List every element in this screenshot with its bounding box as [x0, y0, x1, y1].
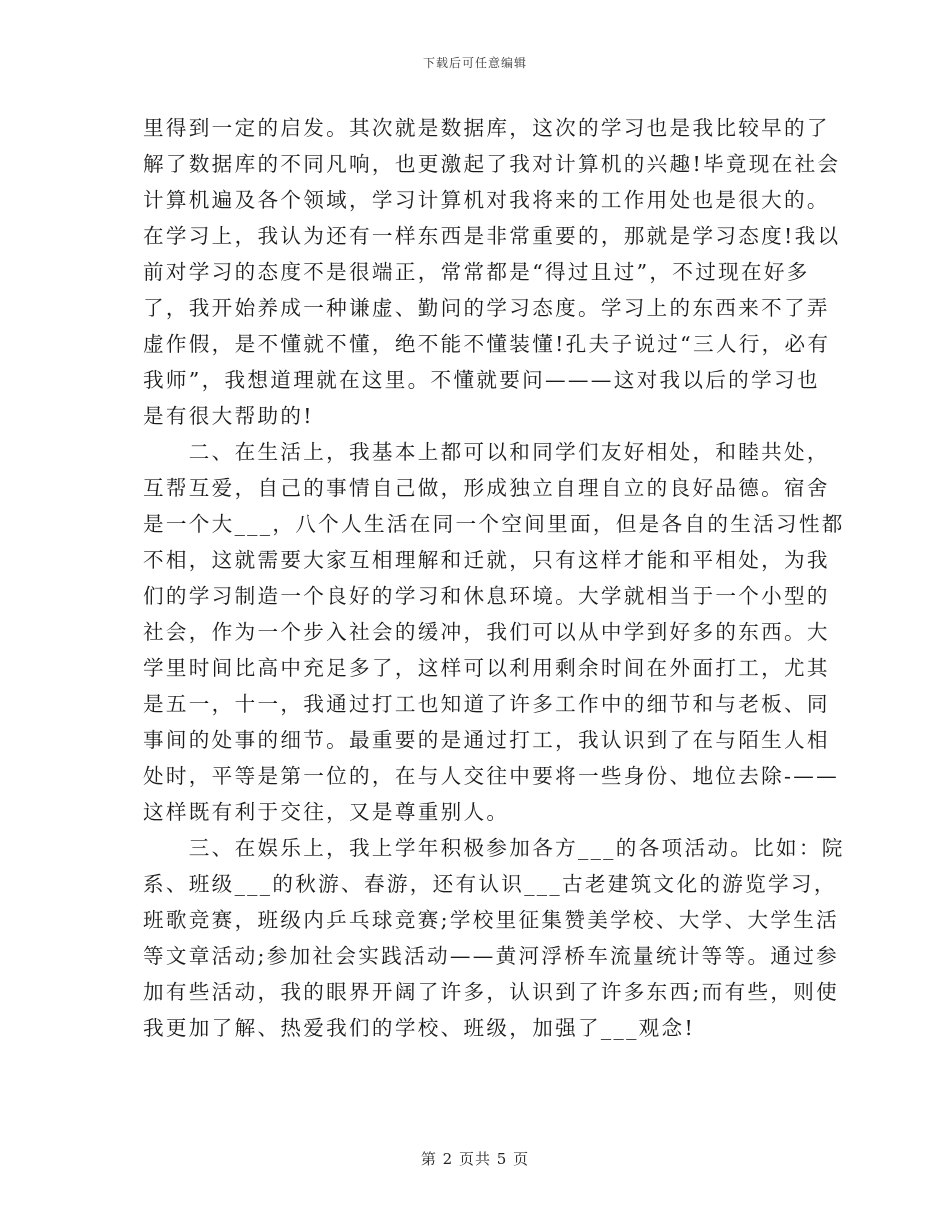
text-line: 是有很大帮助的! — [143, 404, 314, 428]
text-line: 我师”，我想道理就在这里。不懂就要问———这对我以后的学习也 — [143, 368, 820, 392]
text-line: 们的学习制造一个良好的学习和休息环境。大学就相当于一个小型的 — [143, 584, 830, 608]
text-line: 这样既有利于交往，又是尊重别人。 — [143, 800, 510, 824]
document-body — [143, 110, 845, 1046]
text-line: 处时，平等是第一位的，在与人交往中要将一些身份、地位去除-—— — [143, 764, 840, 788]
text-line: 里得到一定的启发。其次就是数据库，这次的学习也是我比较早的了 — [143, 116, 830, 140]
text-line: 不相，这就需要大家互相理解和迁就，只有这样才能和平相处，为我 — [143, 548, 830, 572]
text-line: 虚作假，是不懂就不懂，绝不能不懂装懂!孔夫子说过“三人行，必有 — [143, 332, 831, 356]
text-line: 加有些活动，我的眼界开阔了许多，认识到了许多东西;而有些，则使 — [143, 980, 840, 1004]
text-line: 是一个大___，八个人生活在同一个空间里面，但是各自的生活习性都 — [143, 512, 845, 536]
text-line: 二、在生活上，我基本上都可以和同学们友好相处，和睦共处， — [143, 440, 830, 464]
text-line: 班歌竞赛，班级内乒乓球竞赛;学校里征集赞美学校、大学、大学生活 — [143, 908, 840, 932]
text-line: 互帮互爱，自己的事情自己做，形成独立自理自立的良好品德。宿舍 — [143, 476, 830, 500]
text-line: 学里时间比高中充足多了，这样可以利用剩余时间在外面打工，尤其 — [143, 656, 830, 680]
page-footer: 第 2 页共 5 页 — [420, 1150, 530, 1168]
text-line: 三、在娱乐上，我上学年积极参加各方___的各项活动。比如：院 — [143, 836, 845, 860]
text-line: 计算机遍及各个领域，学习计算机对我将来的工作用处也是很大的。 — [143, 188, 830, 212]
text-line: 社会，作为一个步入社会的缓冲，我们可以从中学到好多的东西。大 — [143, 620, 830, 644]
text-line: 在学习上，我认为还有一样东西是非常重要的，那就是学习态度!我以 — [143, 224, 841, 248]
page-header: 下载后可任意编辑 — [422, 56, 527, 70]
text-line: 解了数据库的不同凡响，也更激起了我对计算机的兴趣!毕竟现在社会 — [143, 152, 841, 176]
text-line: 等文章活动;参加社会实践活动——黄河浮桥车流量统计等等。通过参 — [143, 944, 840, 968]
text-line: 了，我开始养成一种谦虚、勤问的学习态度。学习上的东西来不了弄 — [143, 296, 830, 320]
text-line: 我更加了解、热爱我们的学校、班级，加强了___观念! — [143, 1016, 696, 1040]
text-line: 系、班级___的秋游、春游，还有认识___古老建筑文化的游览学习， — [143, 872, 837, 896]
text-line: 是五一，十一，我通过打工也知道了许多工作中的细节和与老板、同 — [143, 692, 830, 716]
text-line: 前对学习的态度不是很端正，常常都是“得过且过”，不过现在好多 — [143, 260, 810, 284]
text-line: 事间的处事的细节。最重要的是通过打工，我认识到了在与陌生人相 — [143, 728, 830, 752]
